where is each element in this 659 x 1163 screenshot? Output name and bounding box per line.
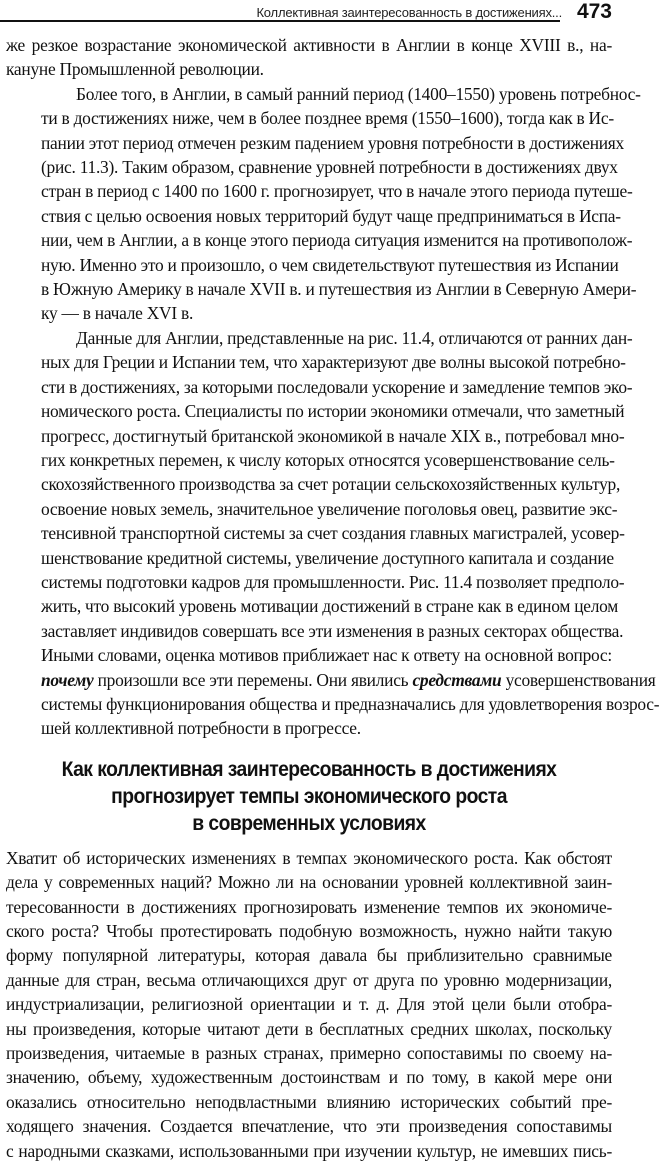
text-line: номического роста. Специалисты по истории экономики отмечали, что заметный: [41, 401, 625, 422]
text-line: тересованности в достижениях прогнозировать изменение темпов их экономиче-: [6, 896, 612, 917]
paragraph-england-spain: [6, 82, 641, 326]
text-line: дела у современных наций? Можно ли на основании уровней коллективной заин-: [6, 872, 612, 893]
paragraph-england-data: [6, 326, 659, 741]
text-line: заставляет индивидов совершать все эти изменения в разных секторах общества.: [41, 620, 624, 641]
page-number: 473: [576, 0, 612, 23]
text-line: Иными словами, оценка мотивов приближает нас к ответу на основной вопрос:: [41, 645, 612, 666]
emphasis-word: средствами: [412, 669, 502, 690]
text-line: ходящего значения. Создается впечатление, что эти произведения сопоставимы: [6, 1116, 612, 1137]
text-line: произведения, читаемые в разных странах, примерно сопоставимы по своему на-: [6, 1043, 612, 1064]
emphasis-word: почему: [41, 669, 94, 690]
text-line: ствия с целью освоения новых территорий будут чаще предприниматься в Испа-: [41, 205, 621, 226]
text-line: в Южную Америку в начале XVII в. и путешествия из Англии в Северную Амери-: [41, 279, 637, 300]
text-line: ского роста? Чтобы протестировать подобную возможность, нужно найти такую: [6, 921, 612, 941]
text-line: системы функционирования общества и предназначались для удовлетворения возрос-: [41, 693, 659, 714]
header-rule: [0, 20, 560, 22]
text-line: освоение новых земель, значительное увеличение поголовья овец, развитие экс-: [41, 498, 618, 519]
text-line: ку — в начале XVI в.: [41, 303, 194, 324]
text-line: шенствование кредитной системы, увеличение доступного капитала и создание: [41, 547, 614, 568]
section-heading: [30, 756, 588, 837]
text-line: форму популярной литературы, которая давала бы приблизительно сравнимые: [6, 945, 612, 966]
text-line: Хватит об исторических изменениях в темпах экономического роста. Как обстоят: [6, 847, 612, 868]
text-line: стран в период с 1400 по 1600 г. прогнозирует, что в начале этого периода путеше-: [41, 181, 633, 202]
text-line: тенсивной транспортной системы за счет создания главных магистралей, усовер-: [41, 523, 625, 544]
heading-line: в современных условиях: [192, 811, 426, 835]
text-fragment: усовершенствования: [501, 669, 656, 690]
text-line: пании этот период отмечен резким падением уровня потребности в достижениях: [41, 132, 624, 153]
running-title: Коллективная заинтересованность в достижениях...: [256, 5, 562, 20]
text-line: прогресс, достигнутый британской экономикой в начале XIX в., потребовал мно-: [41, 425, 625, 446]
text-line: системы подготовки кадров для промышленности. Рис. 11.4 позволяет предполо-: [41, 571, 625, 592]
text-line: Данные для Англии, представленные на рис. 11.4, отличаются от ранних дан-: [76, 327, 633, 348]
paragraph-continuation: [6, 33, 612, 82]
text-line: оказались относительно неподвластными влиянию исторических событий пре-: [6, 1091, 612, 1112]
text-line: скохозяйственного производства за счет ротации сельскохозяйственных культур,: [41, 474, 621, 495]
text-fragment: произошли все эти перемены. Они явились: [93, 669, 413, 690]
text-line: (рис. 11.3). Таким образом, сравнение уровней потребности в достижениях двух: [41, 157, 618, 178]
text-line: гих конкретных перемен, к числу которых относятся усовершенствование сель-: [41, 449, 615, 470]
text-line: кануне Промышленной революции.: [6, 59, 264, 80]
running-header: [0, 0, 620, 24]
text-line: индустриализации, религиозной ориентации и т. д. Для этой цели были отобра-: [6, 994, 612, 1015]
text-line-emphasis: [6, 668, 656, 692]
text-line: же резкое возрастание экономической активности в Англии в конце XVIII в., на-: [6, 35, 612, 55]
page-body: [6, 33, 659, 1163]
heading-line: прогнозирует темпы экономического роста: [111, 784, 507, 808]
text-line: шей коллективной потребности в прогрессе.: [41, 718, 361, 739]
text-line: с народными сказками, использованными при изучении культур, не имевших пись-: [6, 1140, 612, 1161]
text-line: ны произведения, которые читают дети в бесплатных средних школах, поскольку: [6, 1018, 612, 1039]
text-line: данные для стран, весьма отличающихся друг от друга по уровню модернизации,: [6, 969, 612, 990]
paragraph-modern-nations: [6, 846, 612, 1163]
text-line: жить, что высокий уровень мотивации достижений в стране как в едином целом: [41, 596, 619, 617]
text-line: значению, объему, художественным достоинствам и по тому, в какой мере они: [6, 1067, 612, 1088]
text-line: ных для Греции и Испании тем, что характеризуют две волны высокой потребно-: [41, 352, 626, 373]
text-line: ти в достижениях ниже, чем в более позднее время (1550–1600), тогда как в Ис-: [41, 108, 614, 129]
text-line: сти в достижениях, за которыми последовали ускорение и замедление темпов эко-: [41, 376, 633, 397]
heading-line: Как коллективная заинтересованность в достижениях: [61, 757, 557, 781]
text-line: нии, чем в Англии, а в конце этого периода ситуация изменится на противополож-: [41, 230, 633, 251]
text-line: ную. Именно это и произошло, о чем свидетельствуют путешествия из Испании: [41, 254, 619, 275]
text-line: Более того, в Англии, в самый ранний период (1400–1550) уровень потребнос-: [76, 83, 641, 104]
